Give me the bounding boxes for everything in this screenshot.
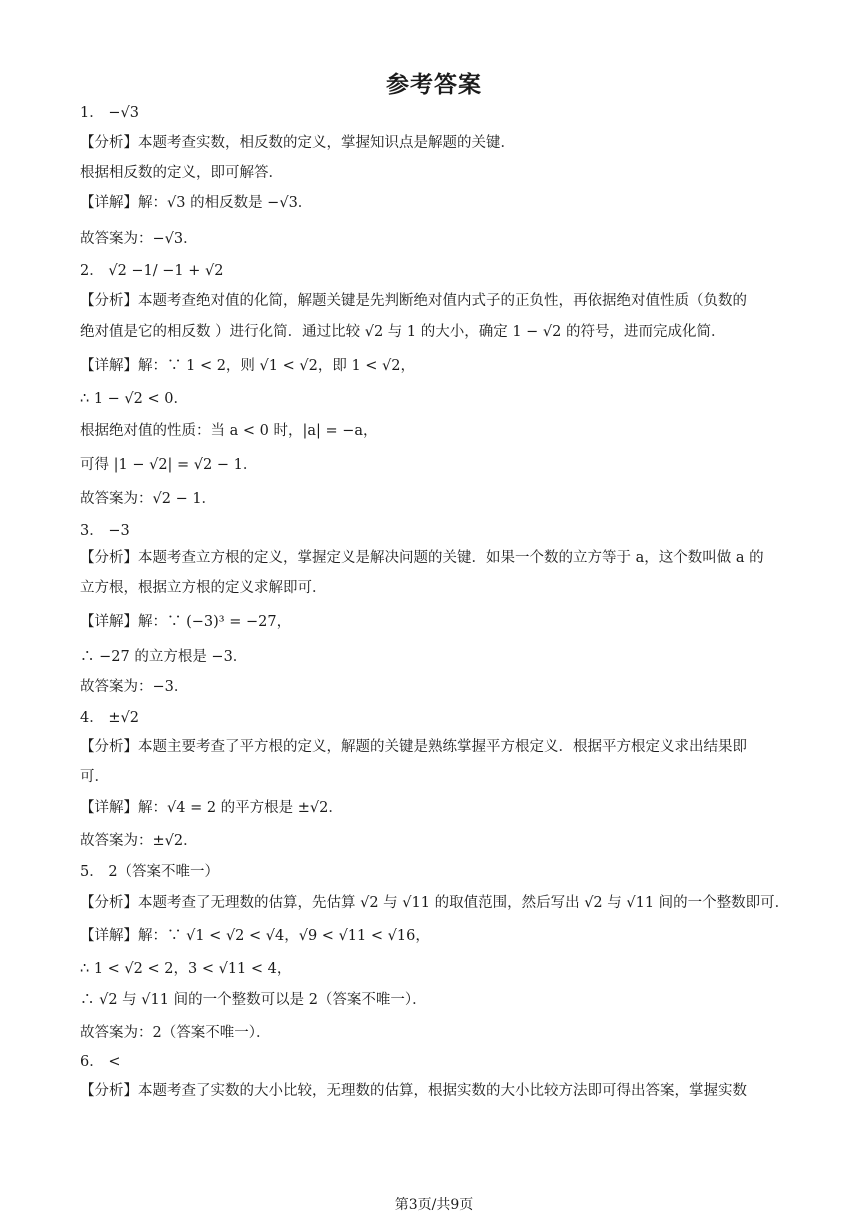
detail-line: ∴ 1 < √2 < 2，3 < √11 < 4， [80,961,292,977]
answer-line: 5． 2（答案不唯一） [80,864,220,880]
analysis-line: 【分析】本题主要考查了平方根的定义，解题的关键是熟练掌握平方根定义．根据平方根定义求出结果即 [80,739,747,755]
final-answer-line: 故答案为：√2 − 1． [80,491,217,507]
detail-line: ∴ −27 的立方根是 −3． [80,649,248,665]
detail-line: ∴ √2 与 √11 间的一个整数可以是 2（答案不唯一）． [80,992,427,1008]
answer-line: 6． < [80,1054,121,1070]
analysis-line: 绝对值是它的相反数 ）进行化简．通过比较 √2 与 1 的大小，确定 1 − √2 的符号，进而完成化简． [80,324,726,340]
answer-line: 4． ±√2 [80,710,139,726]
final-answer-line: 故答案为：±√2． [80,833,198,849]
detail-line: 【详解】解：∵ 1 < 2，则 √1 < √2，即 1 < √2， [80,358,415,374]
detail-line: 【详解】解：√4 = 2 的平方根是 ±√2． [80,800,343,816]
page-number: 第3页/共9页 [394,1197,474,1213]
final-answer-line: 故答案为：2（答案不唯一）． [80,1025,271,1041]
detail-line: 可得 |1 − √2| = √2 − 1． [80,457,258,473]
analysis-line: 【分析】本题考查绝对值的化简，解题关键是先判断绝对值内式子的正负性，再依据绝对值性质（负数的 [80,293,747,309]
detail-line: 根据绝对值的性质：当 a < 0 时，|a| = −a， [80,423,378,439]
detail-line: 【详解】解：∵ (−3)³ = −27， [80,614,292,630]
analysis-line: 根据相反数的定义，即可解答． [80,165,283,181]
final-answer-line: 故答案为：−3． [80,679,189,695]
answer-line: 3． −3 [80,523,130,539]
analysis-line: 立方根，根据立方根的定义求解即可． [80,580,327,596]
analysis-line: 【分析】本题考查了无理数的估算，先估算 √2 与 √11 的取值范围，然后写出 √2 与 √11 间的一个整数即可． [80,895,790,911]
analysis-line: 可． [80,769,109,785]
analysis-line: 【分析】本题考查立方根的定义，掌握定义是解决问题的关键．如果一个数的立方等于 a，这个数叫做 a 的 [80,550,764,566]
analysis-line: 【分析】本题考查了实数的大小比较，无理数的估算，根据实数的大小比较方法即可得出答案，掌握实数 [80,1083,747,1099]
detail-line: 【详解】解：∵ √1 < √2 < √4，√9 < √11 < √16， [80,928,430,944]
page-title: 参考答案 [386,72,482,98]
detail-line: 【详解】解：√3 的相反数是 −√3． [80,195,313,211]
detail-line: ∴ 1 − √2 < 0． [80,391,188,407]
final-answer-line: 故答案为：−√3． [80,231,198,247]
answer-line: 1． −√3 [80,105,139,121]
analysis-line: 【分析】本题考查实数，相反数的定义，掌握知识点是解题的关键． [80,135,515,151]
answer-line: 2． √2 −1/ −1 + √2 [80,263,224,279]
